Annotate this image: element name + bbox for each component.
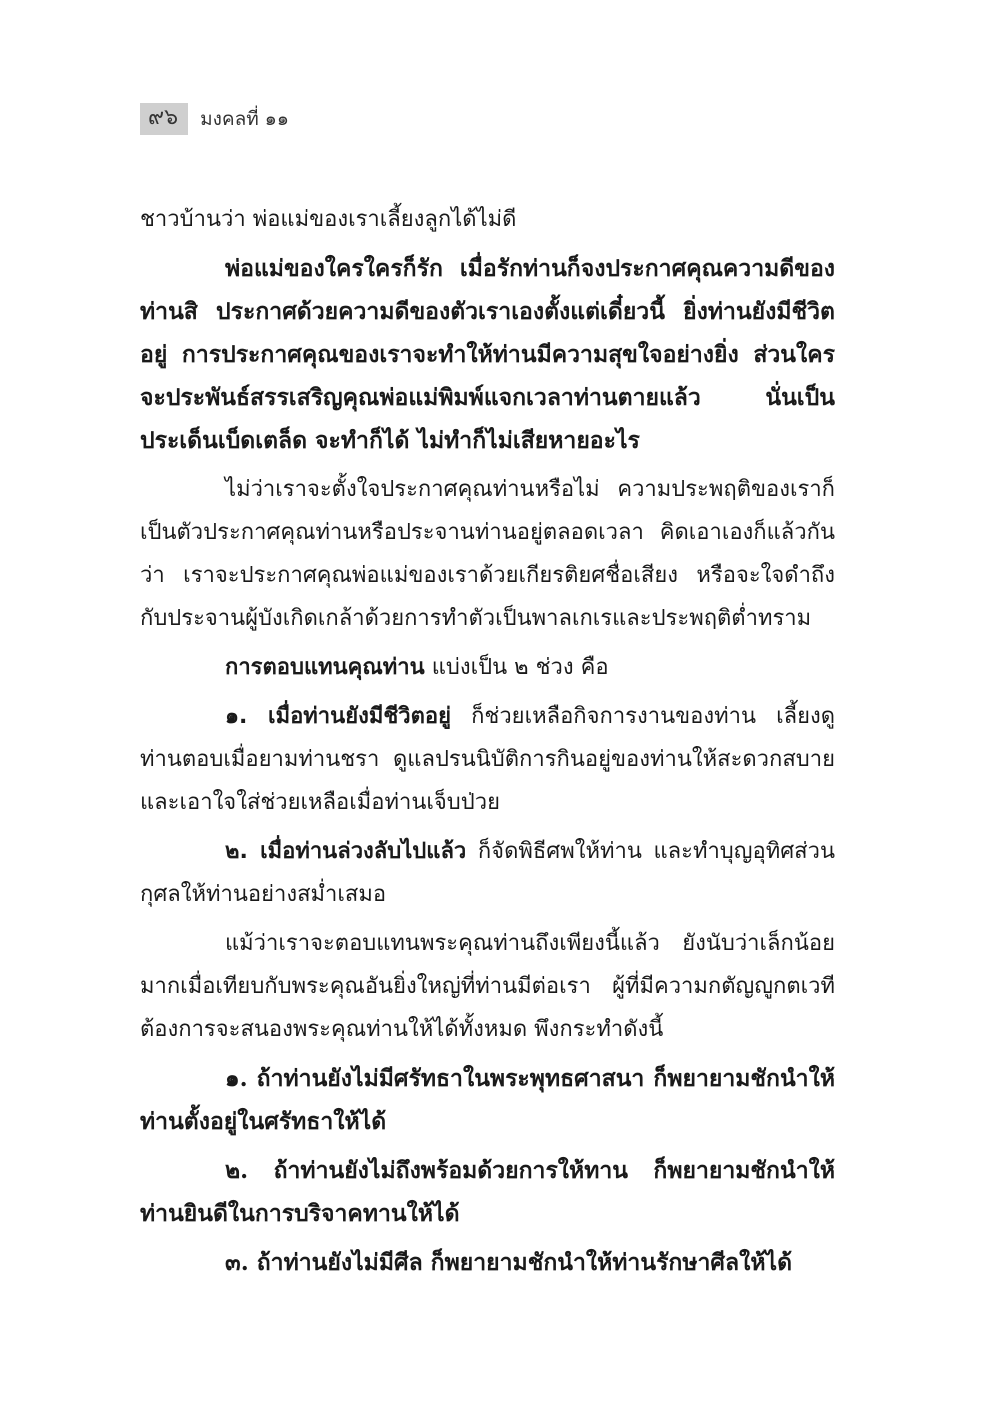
paragraph-bold: ๑. ถ้าท่านยังไม่มีศรัทธาในพระพุทธศาสนา ก็พยายามชักนำให้ท่านตั้งอยู่ในศรัทธาให้ได้ bbox=[140, 1065, 835, 1135]
inline-text: แบ่งเป็น ๒ ช่วง คือ bbox=[424, 655, 609, 680]
paragraph: ไม่ว่าเราจะตั้งใจประกาศคุณท่านหรือไม่ ความประพฤติของเราก็เป็นตัวประกาศคุณท่านหรือประจานท่านอยู่ตลอดเวลา คิดเอาเองก็แล้วกันว่า เราจะประกาศคุณพ่อแม่ของเราด้วยเกียรติยศชื่อเสียง หรือจะใจดำถึงกับประจานผู้บังเกิดเกล้าด้วยการทำตัวเป็นพาลเกเรและประพฤติต่ำทราม bbox=[140, 477, 835, 631]
inline-text: ก็ช่วยเหลือกิจการงานของท่าน เลี้ยงดูท่านตอบเมื่อยามท่านชรา ดูแลปรนนิบัติการกินอยู่ของท่านให้สะดวกสบายและเอาใจใส่ช่วยเหลือเมื่อท่านเจ็บป่วย bbox=[140, 704, 835, 815]
inline-bold: การตอบแทนคุณท่าน bbox=[225, 655, 425, 680]
paragraph-bold: ๓. ถ้าท่านยังไม่มีศีล ก็พยายามชักนำให้ท่านรักษาศีลให้ได้ bbox=[225, 1249, 793, 1276]
paragraph bbox=[140, 830, 835, 916]
inline-bold: ๒. เมื่อท่านล่วงลับไปแล้ว bbox=[225, 839, 467, 864]
running-title: มงคลที่ ๑๑ bbox=[200, 108, 289, 130]
paragraph: ชาวบ้านว่า พ่อแม่ของเราเลี้ยงลูกได้ไม่ดี bbox=[140, 207, 517, 232]
inline-text: ก็จัดพิธีศพให้ท่าน และทำบุญอุทิศส่วนกุศลให้ท่านอย่างสม่ำเสมอ bbox=[140, 839, 836, 907]
page-number: ๙๖ bbox=[140, 103, 188, 135]
body-text bbox=[140, 198, 835, 1284]
inline-bold: ๑. เมื่อท่านยังมีชีวิตอยู่ bbox=[225, 704, 451, 729]
paragraph-bold: ๒. ถ้าท่านยังไม่ถึงพร้อมด้วยการให้ทาน ก็พยายามชักนำให้ท่านยินดีในการบริจาคทานให้ได้ bbox=[140, 1157, 835, 1227]
paragraph bbox=[140, 695, 835, 824]
paragraph-bold: พ่อแม่ของใครใครก็รัก เมื่อรักท่านก็จงประกาศคุณความดีของท่านสิ ประกาศด้วยความดีของตัวเราเองตั้งแต่เดี๋ยวนี้ ยิ่งท่านยังมีชีวิตอยู่ การประกาศคุณของเราจะทำให้ท่านมีความสุขใจอย่างยิ่ง ส่วนใครจะประพันธ์สรรเสริญคุณพ่อแม่พิมพ์แจกเวลาท่านตายแล้ว นั่นเป็นประเด็นเบ็ดเตล็ด จะทำก็ได้ ไม่ทำก็ไม่เสียหายอะไร bbox=[140, 255, 835, 454]
paragraph bbox=[140, 646, 835, 689]
paragraph: แม้ว่าเราจะตอบแทนพระคุณท่านถึงเพียงนี้แล้ว ยังนับว่าเล็กน้อยมากเมื่อเทียบกับพระคุณอันยิ่งใหญ่ที่ท่านมีต่อเรา ผู้ที่มีความกตัญญูกตเวทีต้องการจะสนองพระคุณท่านให้ได้ทั้งหมด พึงกระทำดังนี้ bbox=[140, 931, 835, 1042]
page-header bbox=[140, 103, 289, 135]
